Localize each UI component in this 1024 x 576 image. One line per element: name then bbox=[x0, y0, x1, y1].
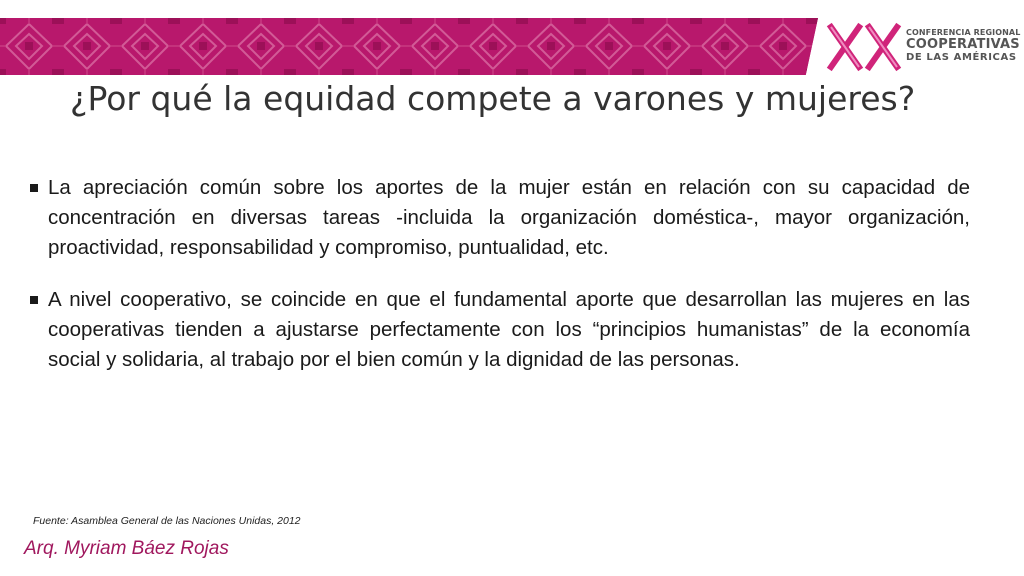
conference-logo bbox=[826, 22, 1024, 72]
logo-line-conferencia: CONFERENCIA REGIONAL bbox=[906, 28, 1021, 37]
source-citation: Fuente: Asamblea General de las Naciones Unidas, 2012 bbox=[33, 515, 301, 527]
bullet-text: A nivel cooperativo, se coincide en que el fundamental aporte que desarrollan las mujeres en las cooperativas tienden a ajustarse perfectamente con los “principios humanistas” de la economía social y solidaria, al trabajo por el bien común y la dignidad de las personas. bbox=[48, 288, 970, 371]
bullet-item bbox=[28, 285, 970, 375]
logo-text bbox=[906, 28, 1020, 63]
xx-roman-numeral-logo-icon bbox=[826, 22, 904, 72]
author-name: Arq. Myriam Báez Rojas bbox=[24, 538, 229, 559]
slide-title: ¿Por qué la equidad compete a varones y mujeres? bbox=[70, 79, 916, 118]
square-bullet-icon bbox=[30, 296, 38, 304]
bullet-list bbox=[28, 173, 970, 397]
logo-line-americas: DE LAS AMÉRICAS bbox=[906, 52, 1017, 63]
bullet-item bbox=[28, 173, 970, 263]
square-bullet-icon bbox=[30, 184, 38, 192]
logo-line-cooperativas: COOPERATIVAS bbox=[906, 37, 1020, 52]
bullet-text: La apreciación común sobre los aportes de la mujer están en relación con su capacidad de concentración en diversas tareas -incluida la organización doméstica-, mayor organización, proactividad, responsabilidad y compromiso, puntualidad, etc. bbox=[48, 176, 970, 259]
pattern-banner-icon bbox=[0, 18, 818, 75]
decorative-pattern-banner bbox=[0, 18, 818, 75]
